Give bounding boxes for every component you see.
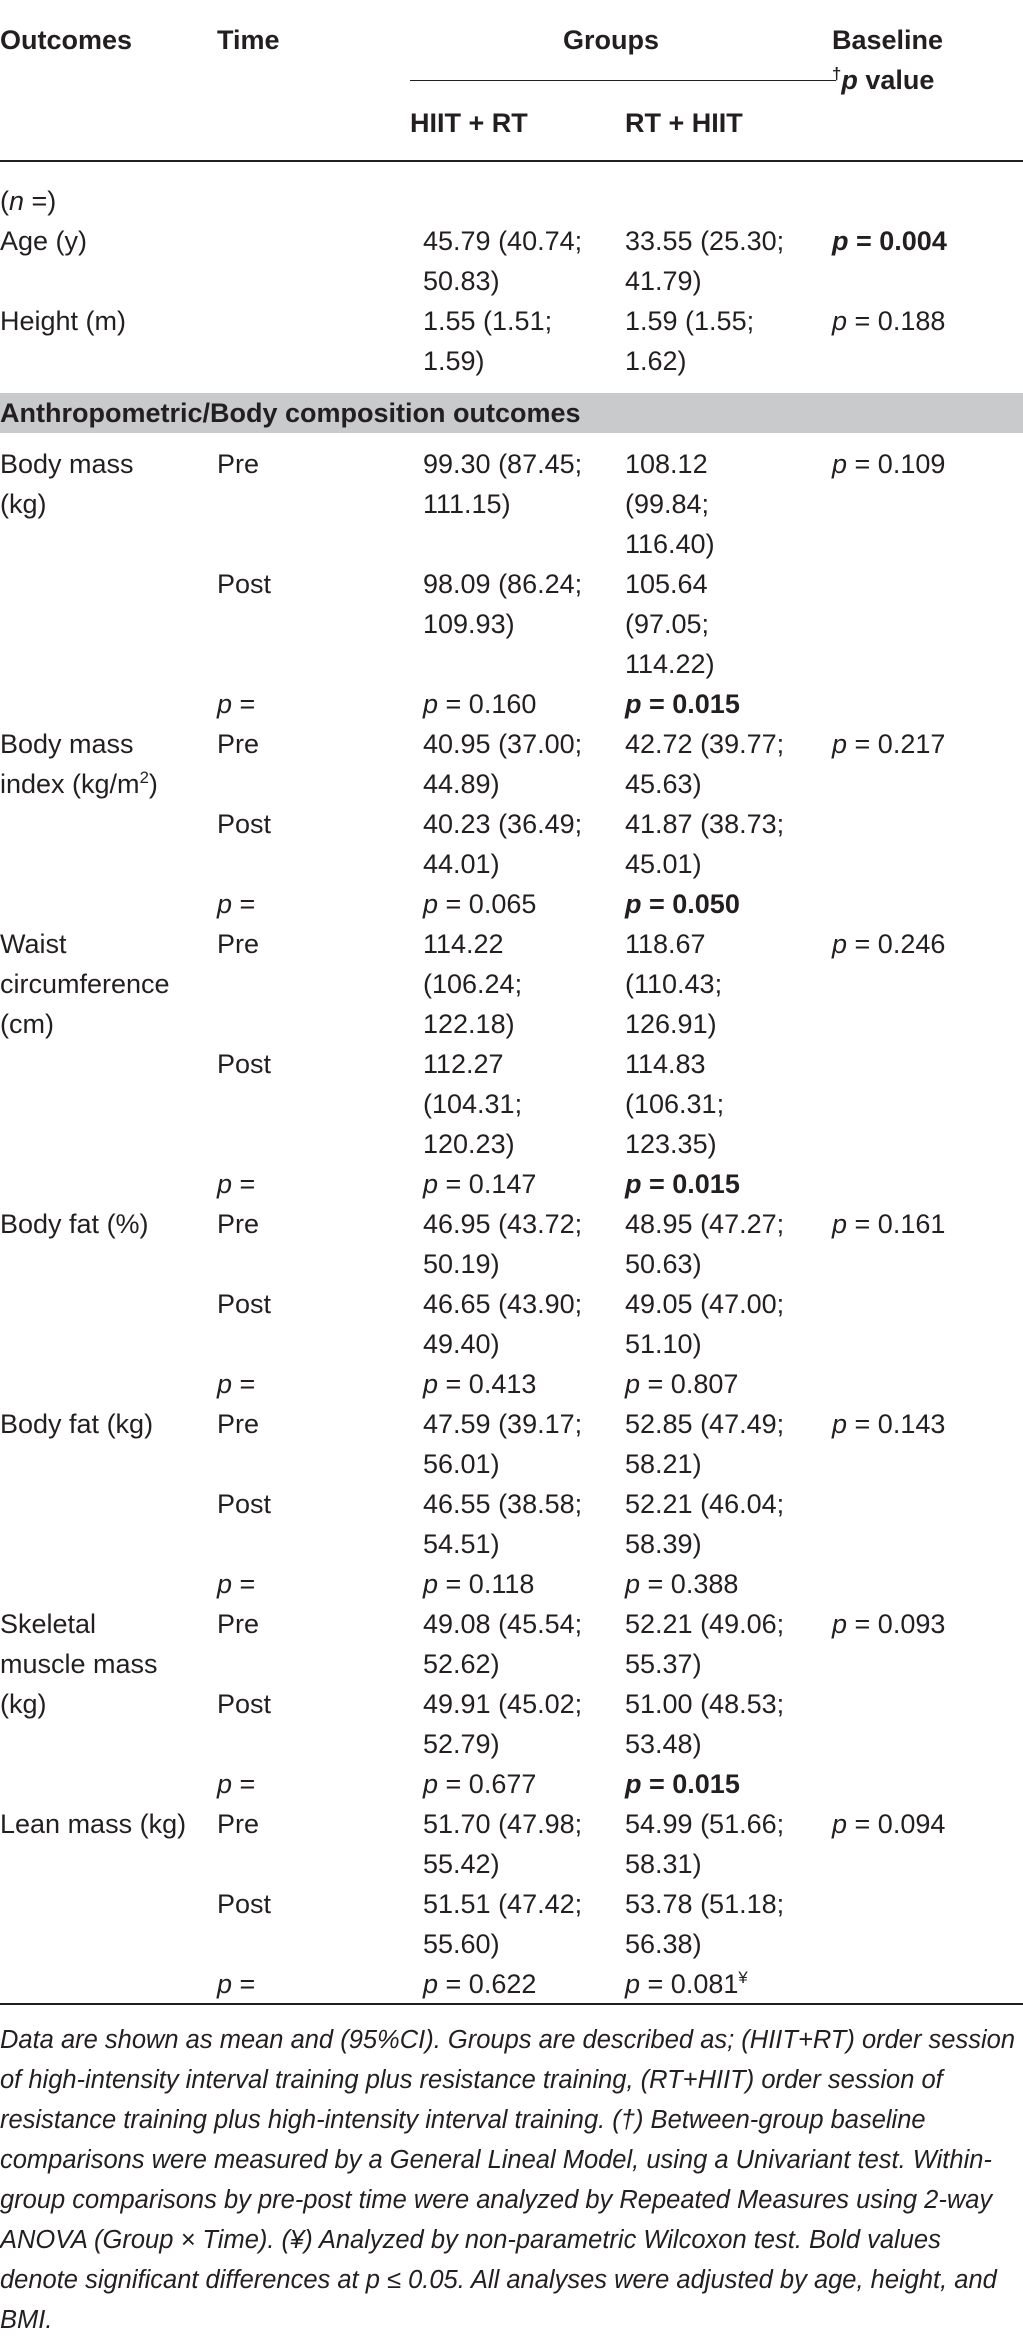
- cell-time-row-23: p =: [217, 1969, 256, 1999]
- cell-time-row-14: p =: [217, 1369, 256, 1399]
- cell-outcome-row-0: (n =): [0, 186, 57, 216]
- cell-g2-row-12: 48.95 (47.27; 50.63): [625, 1209, 785, 1279]
- cell-g1-row-22: 51.51 (47.42; 55.60): [423, 1889, 583, 1959]
- cell-time-row-9: Pre: [217, 929, 260, 959]
- cell-time-row-10: Post: [217, 1049, 272, 1079]
- cell-time-row-22: Post: [217, 1889, 272, 1919]
- cell-g2-row-15: 52.85 (47.49; 58.21): [625, 1409, 785, 1479]
- cell-g2-row-20: p = 0.015: [625, 1769, 740, 1799]
- header-bottom-rule: [0, 160, 1023, 162]
- cell-g1-row-20: p = 0.677: [423, 1769, 537, 1799]
- cell-g1-row-17: p = 0.118: [423, 1569, 535, 1599]
- cell-g2-row-18: 52.21 (49.06; 55.37): [625, 1609, 785, 1679]
- cell-g2-row-1: 33.55 (25.30; 41.79): [625, 226, 785, 296]
- cell-time-row-19: Post: [217, 1689, 272, 1719]
- cell-time-row-7: Post: [217, 809, 272, 839]
- cell-g2-row-2: 1.59 (1.55; 1.62): [625, 306, 755, 376]
- cell-base-row-9: p = 0.246: [832, 929, 946, 959]
- header-groups: Groups: [563, 25, 660, 55]
- header-baseline-p-value: [832, 60, 934, 100]
- cell-outcome-row-12: Body fat (%): [0, 1209, 149, 1239]
- cell-time-row-5: p =: [217, 689, 256, 719]
- cell-g1-row-3: 99.30 (87.45; 111.15): [423, 449, 583, 519]
- cell-base-row-15: p = 0.143: [832, 1409, 946, 1439]
- cell-outcome-row-6: Body mass index $(kg/m^2)$: [0, 729, 158, 799]
- cell-outcome-row-18: Skeletal muscle mass (kg): [0, 1609, 158, 1719]
- cell-time-row-12: Pre: [217, 1209, 260, 1239]
- cell-outcome-row-3: Body mass (kg): [0, 449, 134, 519]
- cell-outcome-row-2: Height (m): [0, 306, 127, 336]
- cell-g1-row-1: 45.79 (40.74; 50.83): [423, 226, 583, 296]
- cell-g1-row-21: 51.70 (47.98; 55.42): [423, 1809, 583, 1879]
- cell-base-row-6: p = 0.217: [832, 729, 946, 759]
- cell-g1-row-12: 46.95 (43.72; 50.19): [423, 1209, 583, 1279]
- header-group-rt-hiit: RT + HIIT: [625, 108, 743, 138]
- cell-g1-row-4: 98.09 (86.24; 109.93): [423, 569, 583, 639]
- cell-outcome-row-15: Body fat (kg): [0, 1409, 154, 1439]
- cell-time-row-18: Pre: [217, 1609, 260, 1639]
- cell-g2-row-21: 54.99 (51.66; 58.31): [625, 1809, 785, 1879]
- cell-time-row-16: Post: [217, 1489, 272, 1519]
- cell-g2-row-22: 53.78 (51.18; 56.38): [625, 1889, 785, 1959]
- cell-g1-row-8: p = 0.065: [423, 889, 537, 919]
- header-p-letter: p: [841, 65, 858, 95]
- cell-time-row-20: p =: [217, 1769, 256, 1799]
- header-value-word: value: [857, 65, 935, 95]
- cell-g2-row-11: p = 0.015: [625, 1169, 740, 1199]
- cell-base-row-2: p = 0.188: [832, 306, 946, 336]
- cell-outcome-row-21: Lean mass (kg): [0, 1809, 187, 1839]
- cell-g1-row-7: 40.23 (36.49; 44.01): [423, 809, 583, 879]
- cell-base-row-12: p = 0.161: [832, 1209, 946, 1239]
- cell-base-row-3: p = 0.109: [832, 449, 946, 479]
- cell-g2-row-17: p = 0.388: [625, 1569, 739, 1599]
- cell-g2-row-23: p = 0.081¥: [625, 1968, 748, 1999]
- cell-g1-row-9: 114.22 (106.24; 122.18): [423, 929, 523, 1039]
- cell-outcome-row-1: Age (y): [0, 226, 88, 256]
- cell-g1-row-5: p = 0.160: [423, 689, 537, 719]
- cell-time-row-15: Pre: [217, 1409, 260, 1439]
- header-group-hiit-rt: HIIT + RT: [410, 108, 528, 138]
- cell-base-row-1: p = 0.004: [832, 226, 947, 256]
- cell-time-row-17: p =: [217, 1569, 256, 1599]
- cell-g2-row-19: 51.00 (48.53; 53.48): [625, 1689, 785, 1759]
- cell-g1-row-15: 47.59 (39.17; 56.01): [423, 1409, 583, 1479]
- header-outcomes: Outcomes: [0, 25, 133, 55]
- cell-g2-row-3: 108.12 (99.84; 116.40): [625, 449, 715, 559]
- cell-g2-row-8: p = 0.050: [625, 889, 740, 919]
- cell-g1-row-6: 40.95 (37.00; 44.89): [423, 729, 583, 799]
- cell-g2-row-13: 49.05 (47.00; 51.10): [625, 1289, 785, 1359]
- cell-time-row-21: Pre: [217, 1809, 260, 1839]
- cell-time-row-13: Post: [217, 1289, 272, 1319]
- cell-g2-row-6: 42.72 (39.77; 45.63): [625, 729, 785, 799]
- groups-underline: [410, 80, 836, 81]
- table-footnote: Data are shown as mean and (95%CI). Groups are described as; (HIIT+RT) order session of high-intensity interval training plus resistance training, (RT+HIIT) order session of resistance training plus high-intensity interval training. (†) Between-group baseline comparisons were measured by a General Lineal Model, using a Univariant test. Within-group comparisons by pre-post time were analyzed by Repeated Measures using 2-way ANOVA (Group × Time). (¥) Analyzed by non-parametric Wilcoxon test. Bold values denote significant differences at p ≤ 0.05. All analyses were adjusted by age, height, and BMI.: [0, 2026, 1016, 2334]
- cell-base-row-21: p = 0.094: [832, 1809, 946, 1839]
- cell-g1-row-13: 46.65 (43.90; 49.40): [423, 1289, 583, 1359]
- cell-g1-row-23: p = 0.622: [423, 1969, 537, 1999]
- cell-g1-row-11: p = 0.147: [423, 1169, 537, 1199]
- cell-g2-row-4: 105.64 (97.05; 114.22): [625, 569, 715, 679]
- cell-time-row-11: p =: [217, 1169, 256, 1199]
- cell-g2-row-16: 52.21 (46.04; 58.39): [625, 1489, 785, 1559]
- cell-g2-row-10: 114.83 (106.31; 123.35): [625, 1049, 725, 1159]
- cell-g2-row-9: 118.67 (110.43; 126.91): [625, 929, 723, 1039]
- header-time: Time: [217, 25, 280, 55]
- cell-outcome-row-9: Waist circumference (cm): [0, 929, 170, 1039]
- cell-g1-row-14: p = 0.413: [423, 1369, 537, 1399]
- cell-base-row-18: p = 0.093: [832, 1609, 946, 1639]
- cell-time-row-6: Pre: [217, 729, 260, 759]
- dagger-mark: †: [832, 64, 842, 83]
- cell-g2-row-5: p = 0.015: [625, 689, 740, 719]
- cell-g2-row-14: p = 0.807: [625, 1369, 739, 1399]
- cell-g2-row-7: 41.87 (38.73; 45.01): [625, 809, 785, 879]
- cell-g1-row-2: 1.55 (1.51; 1.59): [423, 306, 553, 376]
- table-bottom-rule: [0, 2003, 1023, 2005]
- cell-g1-row-10: 112.27 (104.31; 120.23): [423, 1049, 523, 1159]
- cell-time-row-4: Post: [217, 569, 272, 599]
- cell-time-row-3: Pre: [217, 449, 260, 479]
- header-baseline: Baseline: [832, 25, 944, 55]
- section-title: Anthropometric/Body composition outcomes: [0, 398, 581, 428]
- cell-time-row-8: p =: [217, 889, 256, 919]
- cell-g1-row-18: 49.08 (45.54; 52.62): [423, 1609, 583, 1679]
- cell-g1-row-16: 46.55 (38.58; 54.51): [423, 1489, 583, 1559]
- cell-g1-row-19: 49.91 (45.02; 52.79): [423, 1689, 583, 1759]
